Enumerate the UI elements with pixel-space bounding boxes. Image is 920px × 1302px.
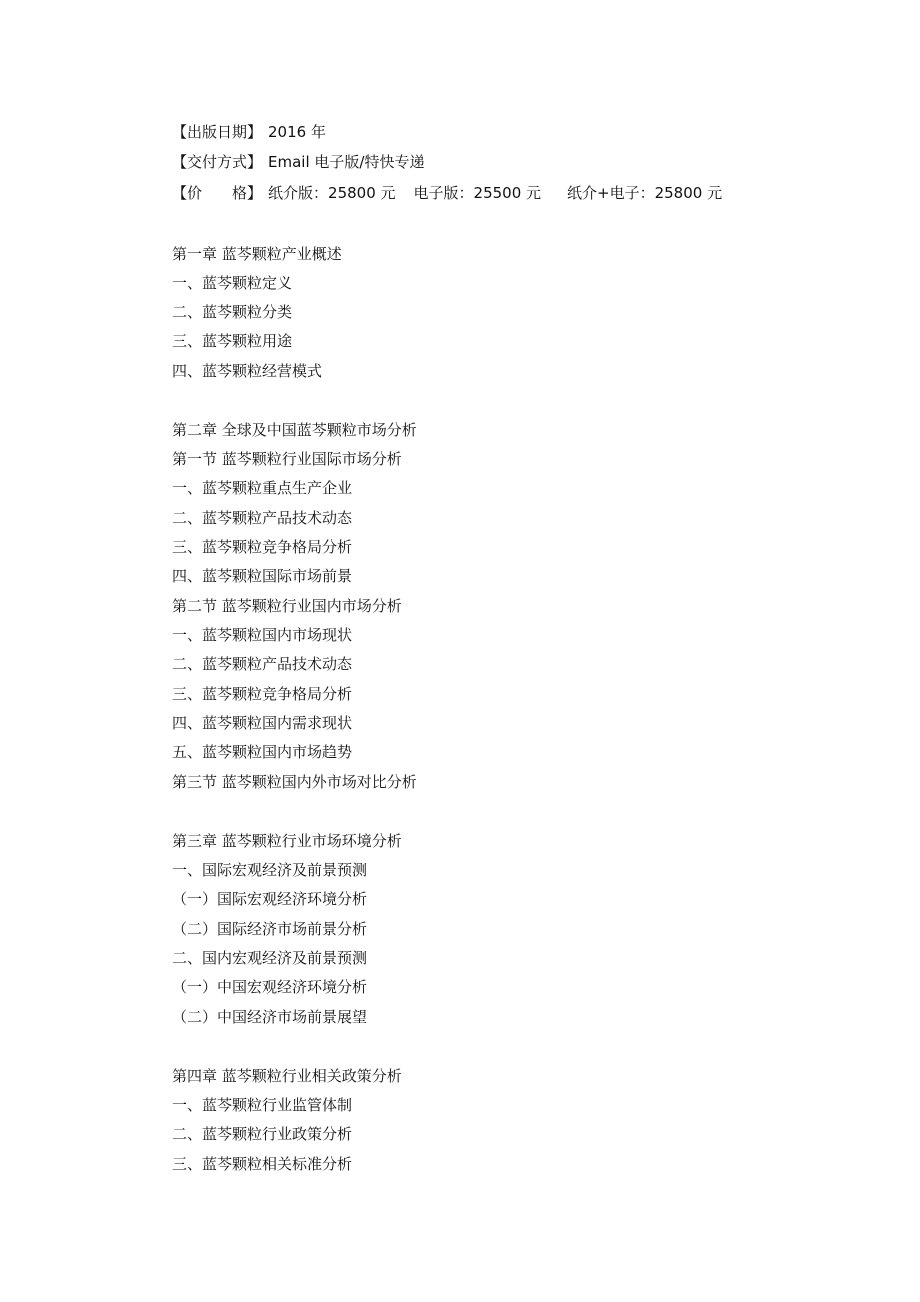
toc-item: 二、蓝芩颗粒产品技术动态 bbox=[172, 509, 353, 527]
price-electronic: 电子版：25500 元 bbox=[413, 184, 542, 202]
toc-item: 二、蓝芩颗粒分类 bbox=[172, 303, 293, 321]
publish-date-line bbox=[172, 122, 326, 142]
toc-item: 一、蓝芩颗粒重点生产企业 bbox=[172, 479, 353, 497]
delivery-label: 【交付方式】 bbox=[172, 153, 263, 171]
toc-subitem: （一）中国宏观经济环境分析 bbox=[172, 978, 368, 996]
price-line bbox=[172, 183, 722, 203]
toc-item: 三、蓝芩颗粒相关标准分析 bbox=[172, 1155, 353, 1173]
toc-item: 四、蓝芩颗粒国际市场前景 bbox=[172, 567, 353, 585]
price-paper: 纸介版：25800 元 bbox=[268, 184, 396, 202]
toc-chapter: 第四章 蓝芩颗粒行业相关政策分析 bbox=[172, 1067, 402, 1085]
toc-item: 五、蓝芩颗粒国内市场趋势 bbox=[172, 743, 353, 761]
publish-date-value: 2016 年 bbox=[268, 123, 326, 141]
publish-date-label: 【出版日期】 bbox=[172, 123, 263, 141]
toc-subitem: （二）中国经济市场前景展望 bbox=[172, 1008, 368, 1026]
toc-subitem: （二）国际经济市场前景分析 bbox=[172, 920, 368, 938]
toc-item: 三、蓝芩颗粒用途 bbox=[172, 332, 293, 350]
toc-chapter: 第三章 蓝芩颗粒行业市场环境分析 bbox=[172, 832, 402, 850]
toc-item: 三、蓝芩颗粒竞争格局分析 bbox=[172, 685, 353, 703]
toc-item: 二、国内宏观经济及前景预测 bbox=[172, 949, 368, 967]
toc-item: 一、蓝芩颗粒定义 bbox=[172, 274, 293, 292]
toc-chapter: 第二章 全球及中国蓝芩颗粒市场分析 bbox=[172, 421, 417, 439]
toc-item: 一、蓝芩颗粒行业监管体制 bbox=[172, 1096, 353, 1114]
toc-item: 四、蓝芩颗粒经营模式 bbox=[172, 362, 323, 380]
price-label-left: 【价 bbox=[172, 184, 203, 202]
toc-item: 一、蓝芩颗粒国内市场现状 bbox=[172, 626, 353, 644]
toc-item: 四、蓝芩颗粒国内需求现状 bbox=[172, 714, 353, 732]
price-both: 纸介+电子：25800 元 bbox=[567, 184, 723, 202]
toc-item: 二、蓝芩颗粒产品技术动态 bbox=[172, 655, 353, 673]
toc-chapter: 第一章 蓝芩颗粒产业概述 bbox=[172, 245, 342, 263]
delivery-value: Email 电子版/特快专递 bbox=[268, 153, 425, 171]
toc-subitem: （一）国际宏观经济环境分析 bbox=[172, 890, 368, 908]
toc-item: 二、蓝芩颗粒行业政策分析 bbox=[172, 1125, 353, 1143]
toc-item: 三、蓝芩颗粒竞争格局分析 bbox=[172, 538, 353, 556]
toc-section: 第一节 蓝芩颗粒行业国际市场分析 bbox=[172, 450, 402, 468]
delivery-line bbox=[172, 152, 424, 172]
toc-section: 第三节 蓝芩颗粒国内外市场对比分析 bbox=[172, 773, 417, 791]
toc-section: 第二节 蓝芩颗粒行业国内市场分析 bbox=[172, 597, 402, 615]
price-label-right: 格】 bbox=[232, 184, 263, 202]
toc-item: 一、国际宏观经济及前景预测 bbox=[172, 861, 368, 879]
